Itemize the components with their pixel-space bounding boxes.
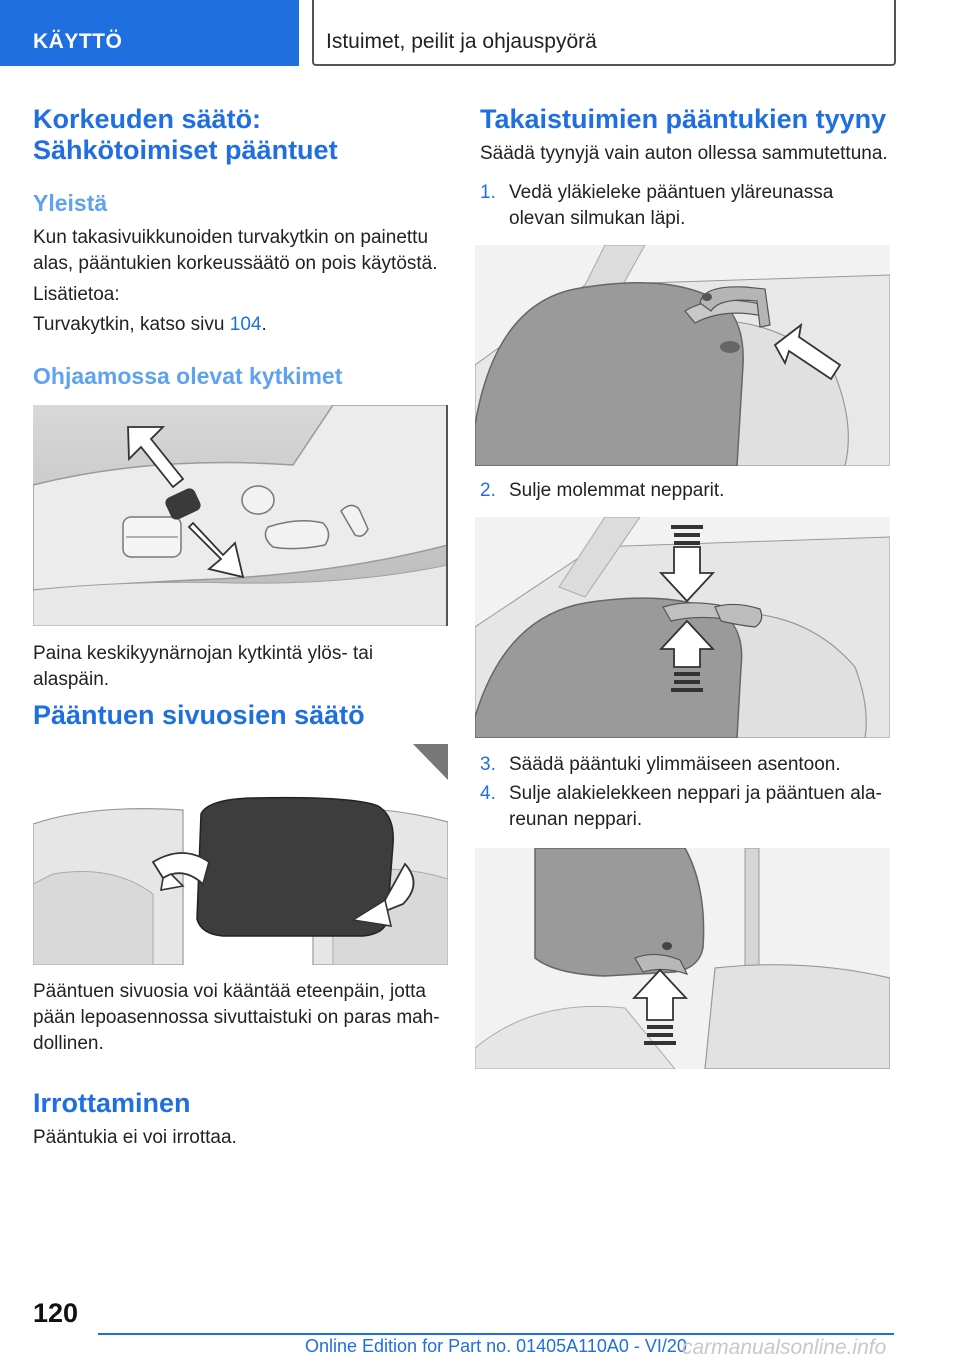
paragraph-remove: Pääntukia ei voi irrottaa. (33, 1127, 237, 1148)
paragraph-reference (33, 312, 267, 338)
step-2-text: Sulje molemmat nepparit. (509, 480, 725, 501)
paragraph-switch: Paina keskikyynärnojan kytkintä ylös- tai alaspäin. (33, 643, 374, 690)
paragraph-general: Kun takasivuikkunoiden turvakytkin on painettu alas, pääntukien korkeussäätö on pois käytöstä. (33, 227, 438, 274)
section-tab (0, 0, 299, 66)
step-2-number: 2. (480, 480, 496, 501)
watermark: carmanualsonline.info (682, 1336, 887, 1359)
page-number: 120 (33, 1298, 79, 1328)
paragraph-more-info: Lisätietoa: (33, 284, 120, 305)
reference-end: . (261, 314, 267, 335)
cushion-step4-svg (475, 848, 890, 1069)
heading-remove: Irrottaminen (33, 1088, 191, 1118)
step-4-text: Sulje alakielekkeen neppari ja pääntuen ala-reunan neppari. (509, 783, 882, 830)
cushion-step4-illustration (475, 848, 890, 1069)
footer-divider (98, 1333, 894, 1335)
headrest-wings-svg (33, 744, 448, 965)
heading-switches: Ohjaamossa olevat kytkimet (33, 363, 343, 389)
heading-height-adjust: Korkeuden säätö: Sähkötoimiset pääntuet (33, 104, 338, 165)
step-1-text: Vedä yläkieleke pääntuen yläreunassa olevan silmukan läpi. (509, 182, 834, 229)
step-3-number: 3. (480, 754, 496, 775)
cushion-step1-illustration (475, 245, 890, 466)
cushion-step1-svg (475, 245, 890, 466)
step-2 (480, 478, 892, 504)
headrest-wings-illustration (33, 744, 448, 965)
chapter-tab (312, 0, 896, 66)
page-link-104[interactable]: 104 (229, 314, 262, 335)
step-4-number: 4. (480, 783, 496, 804)
heading-side-adjust: Pääntuen sivuosien säätö (33, 700, 365, 730)
step-1-number: 1. (480, 182, 496, 203)
step-4 (480, 781, 892, 833)
cushion-step2-svg (475, 517, 890, 738)
step-3-text: Säädä pääntuki ylimmäiseen asentoon. (509, 754, 841, 775)
heading-cushion: Takaistuimien pääntukien tyyny (480, 104, 887, 134)
reference-text: Turvakytkin, katso sivu (33, 314, 230, 335)
chapter-title: Istuimet, peilit ja ohjauspyörä (326, 30, 597, 53)
footer-edition: Online Edition for Part no. 01405A110A0 - VI/20 (305, 1336, 687, 1356)
seat-switch-illustration (33, 405, 448, 626)
cushion-step2-illustration (475, 517, 890, 738)
step-3 (480, 752, 892, 778)
heading-general: Yleistä (33, 190, 108, 216)
step-1 (480, 180, 892, 232)
seat-switch-svg (33, 405, 448, 626)
paragraph-side: Pääntuen sivuosia voi kääntää eteenpäin, jotta pään lepoasennossa sivuttaistuki on paras mah-dollinen. (33, 981, 440, 1054)
paragraph-intro: Säädä tyynyjä vain auton ollessa sammutettuna. (480, 143, 888, 164)
section-title: KÄYTTÖ (33, 30, 123, 53)
